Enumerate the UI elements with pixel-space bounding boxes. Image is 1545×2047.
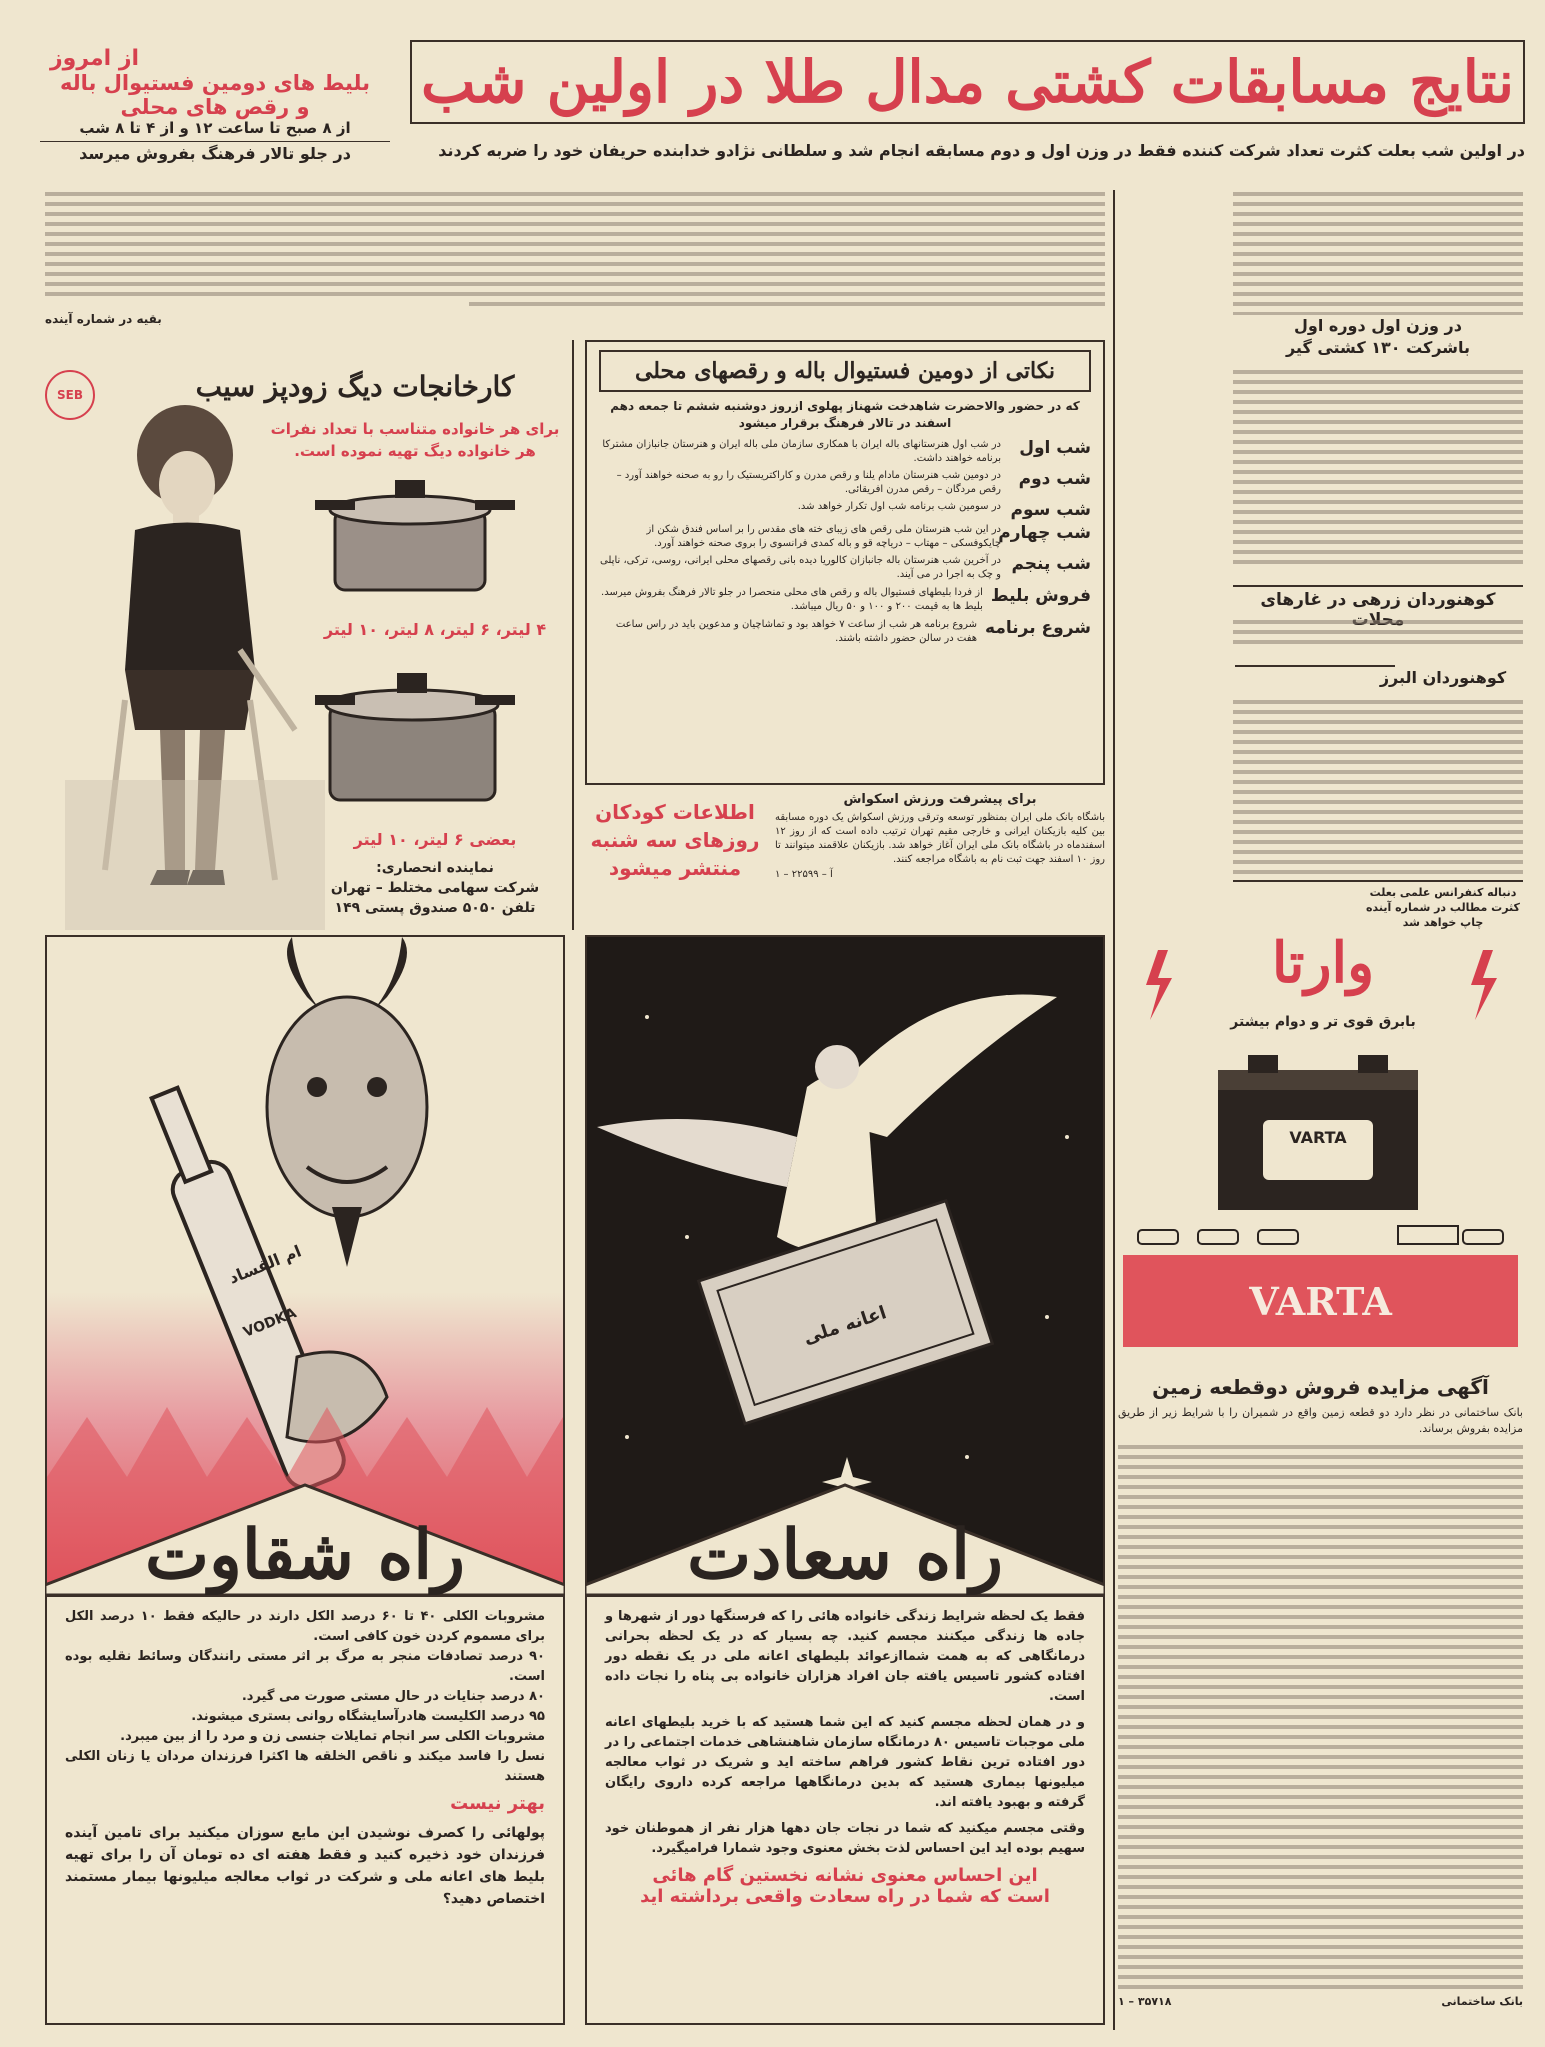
festival-night-label: شب پنجم	[1011, 554, 1091, 574]
right-section-3-title: کوهنوردان البرز	[1379, 668, 1507, 687]
pressure-cooker-bottom	[315, 655, 515, 815]
corner-line3: و رقص های محلی	[120, 95, 310, 119]
right-column-article-4	[1233, 700, 1523, 885]
column-rule-3	[572, 340, 574, 930]
top-headline	[410, 40, 1525, 124]
bottle-brand: VODKA	[241, 1305, 299, 1341]
seb-rep-city: تهران	[330, 880, 371, 896]
auction-footer	[1118, 1995, 1523, 2008]
misery-ad	[45, 935, 565, 2025]
festival-night-label: شب دوم	[1018, 469, 1091, 489]
seb-sizes-1: ۴ لیتر، ۶ لیتر، ۸ لیتر، ۱۰ لیتر	[323, 620, 547, 639]
corner-line4: از ۸ صبح تا ساعت ۱۲ و از ۴ تا ۸ شب	[79, 119, 351, 137]
misery-items	[65, 1607, 545, 1787]
festival-night-2	[599, 469, 1091, 497]
lightning-left-icon	[1138, 950, 1178, 1020]
woman-illustration	[65, 400, 325, 930]
squash-title: برای پیشرفت ورزش اسکواش	[843, 792, 1037, 807]
continued-note-text: بقیه در شماره آینده	[45, 312, 162, 326]
misery-title: راه شقاوت	[145, 1515, 465, 1595]
rule-right-1	[1233, 585, 1523, 587]
festival-nights	[599, 438, 1091, 582]
festival-night-label: شب اول	[1019, 438, 1091, 458]
cars-illustration	[1128, 1220, 1513, 1250]
festival-start	[599, 618, 1091, 646]
corner-line5: در جلو تالار فرهنگ بفروش میرسد	[40, 141, 390, 163]
happiness-ad	[585, 935, 1105, 2025]
bottle-label: ام الفساد	[226, 1241, 304, 1288]
seb-ad	[45, 340, 565, 932]
seb-sizes-2: بعضی ۶ لیتر، ۱۰ لیتر	[353, 830, 517, 849]
misery-item: ۸۰ درصد جنایات در حال مستی صورت می گیرد.	[241, 1689, 545, 1704]
festival-night-1	[599, 438, 1091, 466]
top-subheadline	[415, 140, 1525, 162]
kids-line2: روزهای سه شنبه	[590, 828, 760, 852]
kids-line1: اطلاعات کودکان	[595, 800, 755, 824]
seb-logo-text: SEB	[57, 388, 83, 402]
festival-night-text: در این شب هنرستان ملی رقص های زیبای خته های مقدس را بر اساس فندق شکن از چایکوفسکی – مهتاب – دریاچه قو و باله کمدی فرانسوی را بروی صحنه خواهند آورد.	[646, 524, 1001, 549]
auction-body	[1118, 1445, 1523, 1989]
article-body-top	[45, 192, 1105, 322]
festival-night-text: در شب اول هنرستانهای باله ایران با همکاری سازمان ملی باله ایران و هنرستان جانبازان مشترکا برنامه خواهند داشت.	[602, 439, 1001, 464]
tickets-text: از فردا بلیطهای فستیوال باله و رقص های محلی منحصرا در جلو تالار فرهنگ بفروش میرسد. بلیط ها به قیمت ۲۰۰ و ۱۰۰ و ۵۰ ریال میباشد.	[601, 587, 983, 612]
happiness-closing-1: این احساس معنوی نشانه نخستین گام هائی	[652, 1865, 1038, 1886]
conference-note-text: دنباله کنفرانس علمی بعلت کثرت مطالب در شماره آینده چاپ خواهد شد	[1366, 886, 1520, 929]
column-rule-2	[1113, 940, 1115, 2030]
kids-line3: منتشر میشود	[608, 856, 742, 880]
misery-item: مشروبات الکلی سر انجام تمایلات جنسی زن و مرد را از بین میبرد.	[120, 1729, 545, 1744]
auction-footer-right: بانک ساختمانی	[1441, 1995, 1523, 2008]
misery-item: ۹۰ درصد تصادفات منجر به مرگ بر اثر مستی رانندگان وسائط نقلیه بوده است.	[65, 1649, 545, 1684]
ticket-label: اعانه ملی	[800, 1302, 890, 1349]
right-section-2-title: کوهنوردان زرهی در غارهای	[1260, 590, 1496, 610]
corner-line1: از امروز	[50, 46, 140, 71]
varta-brand-banner	[1123, 1255, 1518, 1347]
pressure-cooker-top	[315, 460, 515, 610]
misery-highlight: بهتر نیست	[450, 1793, 545, 1814]
misery-text-box	[45, 1595, 565, 2025]
conference-note	[1363, 885, 1523, 930]
auction-title: آگهی مزایده فروش دوقطعه زمین	[1152, 1375, 1489, 1399]
happiness-title: راه سعادت	[687, 1515, 1003, 1595]
start-label: شروع برنامه	[985, 618, 1091, 638]
happiness-closing-2: است که شما در راه سعادت واقعی برداشته اید	[640, 1886, 1050, 1907]
festival-night-text: در سومین شب برنامه شب اول تکرار خواهد شد.	[797, 501, 1001, 512]
festival-night-4	[599, 523, 1091, 551]
happiness-p2: و در همان لحظه مجسم کنید که این شما هستید که با خرید بلیطهای اعانه ملی موجبات تاسیس ۸۰ درمانگاه سازمان شاهنشاهی خدمات اجتماعی را در دور افتاده ترین نقاط کشور فراهم ساخته اید و شریک در ثواب معالجه میلیونها بیماری هستید که بدین درمانگاهها مراجعه کرده داروی رایگان گرفته و بهبود یافته اند.	[605, 1715, 1085, 1810]
right-section-3	[1363, 668, 1523, 687]
seb-rep-name-text: شرکت سهامی مختلط	[387, 880, 540, 896]
headline-text: نتایج مسابقات کشتی مدال طلا در اولین شب	[420, 48, 1515, 116]
festival-box	[585, 340, 1105, 785]
happiness-p3: وقتی مجسم میکنید که شما در نجات جان دهها هزار نفر از هموطنان خود سهیم بوده اید این احساس لذت بخش معنوی وجود شمارا فرامیگیرد.	[605, 1821, 1085, 1856]
rule-right-2	[1235, 665, 1395, 667]
tickets-label: فروش بلیط	[990, 586, 1091, 606]
auction-notice	[1118, 1375, 1523, 2025]
auction-intro: بانک ساختمانی در نظر دارد دو قطعه زمین واقع در شمیران را با شرایط زیر از طریق مزایده بفروش برساند.	[1118, 1406, 1523, 1435]
seb-rep-label: نماینده انحصاری:	[376, 860, 494, 876]
seb-subtitle: برای هر خانواده متناسب با تعداد نفرات هر خانواده دیگ تهیه نموده است.	[270, 420, 560, 460]
misery-item: نسل را فاسد میکند و ناقص الخلقه ها اکثرا فرزندان مردان یا زنان الکلی هستند	[65, 1749, 545, 1784]
squash-article	[775, 792, 1105, 932]
festival-intro: که در حضور والاحضرت شاهدخت شهناز پهلوی ازروز دوشنبه ششم تا جمعه دهم اسفند در تالار فرهنگ برقرار میشود	[610, 399, 1080, 430]
seb-representative	[315, 858, 555, 918]
festival-night-label: شب چهارم	[998, 523, 1091, 543]
auction-footer-left: ۳۵۷۱۸ – ۱	[1118, 1995, 1172, 2008]
misery-item: ۹۵ درصد الکلیست هادرآسایشگاه روانی بستری میشوند.	[191, 1709, 545, 1724]
happiness-p1: فقط یک لحظه شرایط زندگی خانواده هائی را که فرسنگها دور از شهرها و جاده ها زندگی میکنند مجسم کنید. چه بسیار که در یک لحظه بحرانی درمانگاهی که به همت شماازعوائد بلیطهای اعانه ملی در یک نقطه دور افتاده کشور تاسیس یافته جان افراد هزاران خانواده بی پناه را نجات داده است.	[605, 1609, 1085, 1704]
right-column-article-3	[1233, 620, 1523, 660]
subheadline-text: در اولین شب بعلت کثرت تعداد شرکت کننده فقط در وزن اول و دوم مسابقه انجام شد و سلطانی نژادو خدابنده حریفان خود را ضربه کردند	[438, 141, 1525, 160]
varta-banner-text: VARTA	[1249, 1278, 1392, 1324]
corner-line2: بلیط های دومین فستیوال باله	[60, 71, 370, 95]
continued-note	[45, 312, 245, 326]
festival-title: نکاتی از دومین فستیوال باله و رقصهای محلی	[599, 350, 1091, 392]
seb-phone: تلفن ۵۰۵۰ صندوق پستی ۱۴۹	[334, 900, 536, 916]
battery-label: VARTA	[1289, 1128, 1347, 1147]
varta-tagline: بابرق قوی تر و دوام بیشتر	[1230, 1014, 1416, 1030]
misery-item: مشروبات الکلی ۴۰ تا ۶۰ درصد الکل دارند در حالیکه فقط ۱۰ درصد الکل برای مسموم کردن خون کافی است.	[65, 1609, 545, 1644]
column-rule-1	[1113, 190, 1115, 940]
misery-closing: پولهائی را کصرف نوشیدن این مایع سوزان میکنید برای تامین آینده فرزندان خود ذخیره کنید و فقط هفته ای ده تومان آن را برای تهیه بلیط های اعانه ملی و شرکت در ثواب معالجه میلیونها بیمار مستمند اختصاص دهید؟	[65, 1825, 545, 1907]
squash-footer: آ – ۲۲۵۹۹ – ۱	[775, 869, 833, 880]
varta-persian-name: وارتا	[1271, 930, 1375, 996]
festival-night-label: شب سوم	[1010, 500, 1091, 520]
festival-night-text: در دومین شب هنرستان مادام یلنا و رقص مدرن و کاراکتریستیک را رو به صحنه خواهند آورد – رقص مردگان – رقص مدرن افریقائی.	[616, 470, 1001, 495]
seb-title: کارخانجات دیگ زودپز سیب	[195, 370, 515, 403]
varta-ad	[1118, 930, 1523, 1355]
festival-tickets	[599, 586, 1091, 614]
right-section-1	[1233, 315, 1523, 359]
seb-rep-name: شرکت سهامی مختلط – تهران	[330, 880, 540, 896]
squash-body: باشگاه بانک ملی ایران بمنظور توسعه وترقی ورزش اسکواش یک دوره مسابقه بین کلیه بازیکنان ایرانی و خارجی مقیم تهران ترتیب داده است که از روز ۱۲ اسفندماه در باشگاه بانک ملی ایران آغاز خواهد شد. بازیکنان علاقمند میتوانند تا روز ۱۰ اسفند جهت ثبت نام به باشگاه مراجعه کنند.	[775, 812, 1105, 865]
corner-box	[40, 46, 390, 186]
start-text: شروع برنامه هر شب از ساعت ۷ خواهد بود و تماشاچیان و مدعوین باید در راس ساعت هفت در سالن حضور داشته باشند.	[615, 619, 978, 644]
right-section-1-title: در وزن اول دوره اول	[1294, 316, 1462, 335]
lightning-right-icon	[1463, 950, 1503, 1020]
festival-night-text: در آخرین شب هنرستان باله جانبازان کالوریا دیده بانی رقصهای محلی ایرانی، روسی، ترکی، ناپلی و چک به اجرا در می آیند.	[600, 555, 1001, 580]
kids-box	[585, 800, 765, 920]
happiness-text-box	[585, 1595, 1105, 2025]
rule-right-3	[1233, 880, 1523, 882]
festival-night-3	[599, 500, 1091, 520]
right-section-1-subtitle: باشرکت ۱۳۰ کشتی گیر	[1285, 338, 1471, 357]
right-column-article-2	[1233, 370, 1523, 570]
festival-night-5	[599, 554, 1091, 582]
